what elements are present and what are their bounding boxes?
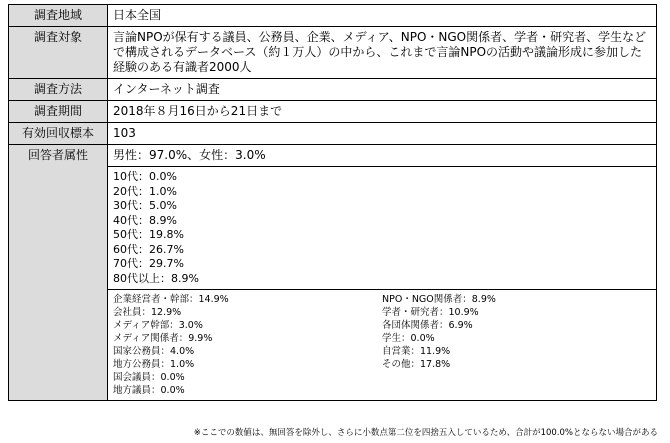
table-row — [9, 5, 657, 27]
occupation-column-right — [382, 293, 651, 397]
footnote: ※ここでの数値は、無回答を除外し、さらに小数点第二位を四捨五入しているため、合計が100.0%とならない場合がある — [193, 428, 658, 438]
age-item: 20代：1.0% — [113, 184, 177, 198]
row-label-attributes: 回答者属性 — [9, 145, 108, 401]
row-value-samples: 103 — [108, 123, 657, 145]
gender-section — [108, 145, 656, 166]
attributes-cell — [108, 145, 657, 401]
row-label-method: 調査方法 — [9, 79, 108, 101]
age-item: 40代：8.9% — [113, 213, 177, 227]
table-row — [9, 79, 657, 101]
occupation-item: NPO・NGO関係者：8.9% — [382, 294, 496, 305]
age-item: 60代：26.7% — [113, 242, 184, 256]
occupation-item: 国家公務員：4.0% — [113, 346, 195, 357]
occupation-column-left — [113, 293, 382, 397]
occupation-item: メディア関係者：9.9% — [113, 333, 213, 344]
table-row — [9, 27, 657, 79]
table-row — [9, 101, 657, 123]
table-row — [9, 123, 657, 145]
occupation-item: 自営業：11.9% — [382, 346, 451, 357]
occupation-section — [108, 289, 656, 400]
row-label-region: 調査地域 — [9, 5, 108, 27]
occupation-item: その他：17.8% — [382, 359, 451, 370]
occupation-item: 国会議員：0.0% — [113, 372, 185, 383]
age-item: 80代以上：8.9% — [113, 271, 199, 285]
occupation-item: メディア幹部：3.0% — [113, 320, 203, 331]
row-label-samples: 有効回収標本 — [9, 123, 108, 145]
occupation-item: 企業経営者・幹部：14.9% — [113, 294, 229, 305]
age-item: 70代：29.7% — [113, 257, 184, 270]
row-value-period: 2018年８月16日から21日まで — [108, 101, 657, 123]
row-label-target: 調査対象 — [9, 27, 108, 79]
age-item: 50代：19.8% — [113, 228, 184, 241]
survey-overview-table — [8, 4, 657, 401]
gender-text: 男性：97.0%、女性：3.0% — [113, 148, 266, 162]
row-label-period: 調査期間 — [9, 101, 108, 123]
row-value-target: 言論NPOが保有する議員、公務員、企業、メディア、NPO・NGO関係者、学者・研究者、学生などで構成されるデータベース（約１万人）の中から、これまで言論NPOの活動や議論形成に参加した経験のある有識者2000人 — [108, 27, 657, 79]
row-value-region: 日本全国 — [108, 5, 657, 27]
row-value-method: インターネット調査 — [108, 79, 657, 101]
occupation-item: 学生：0.0% — [382, 333, 435, 344]
occupation-item: 地方公務員：1.0% — [113, 359, 195, 370]
age-section — [108, 166, 656, 289]
occupation-item: 学者・研究者：10.9% — [382, 307, 479, 318]
occupation-item: 会社員：12.9% — [113, 307, 182, 318]
occupation-item: 地方議員：0.0% — [113, 385, 185, 396]
occupation-item: 各団体関係者：6.9% — [382, 320, 473, 331]
age-item: 30代：5.0% — [113, 199, 177, 212]
table-row — [9, 145, 657, 401]
age-item: 10代：0.0% — [113, 170, 177, 183]
